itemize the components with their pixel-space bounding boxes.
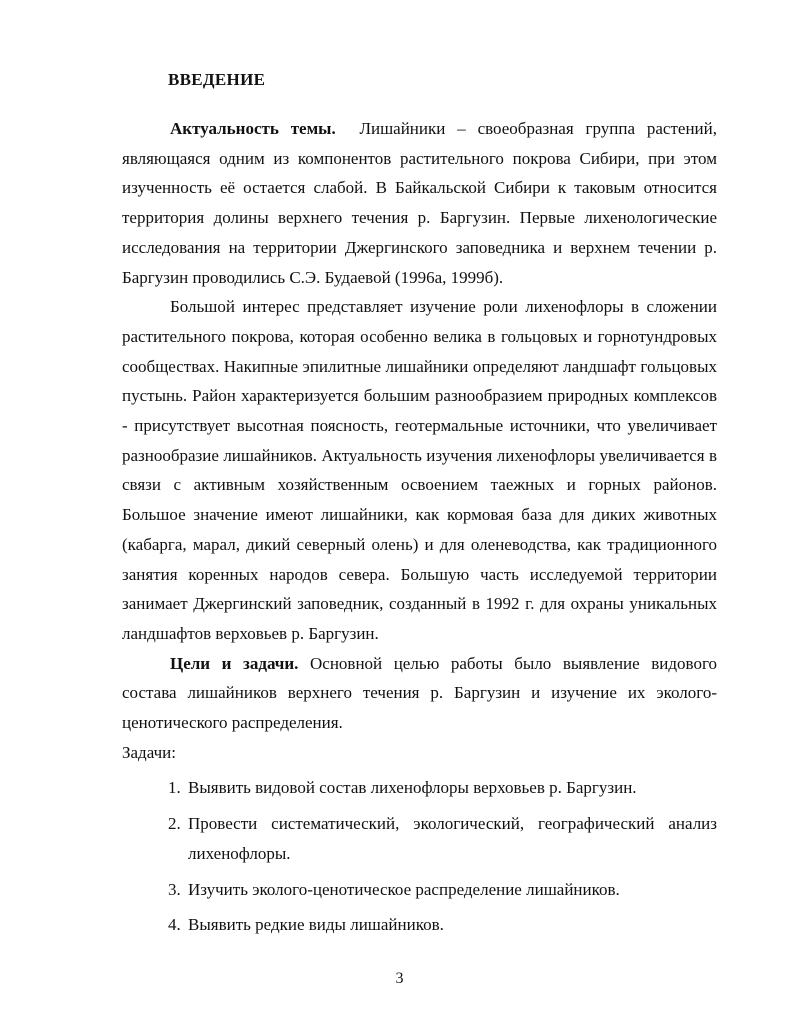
task-number: 2. — [168, 814, 181, 834]
document-body — [122, 114, 717, 940]
task-text: Выявить редкие виды лишайников. — [188, 915, 444, 935]
relevance-lead: Актуальность темы. — [170, 119, 336, 138]
list-item — [122, 773, 717, 803]
relevance-paragraph — [122, 114, 717, 292]
task-text: Изучить эколого-ценотическое распределение лишайников. — [188, 879, 620, 899]
relevance-text: Лишайники – своеобразная группа растений, являющаяся одним из компонентов растительного покрова Сибири, при этом изученность её остается слабой. В Байкальской Сибири к таковым относится территория долины верхнего течения р. Баргузин. Первые лихенологические исследования на территории Джергинского заповедника и верхнем течении р. Баргузин проводились С.Э. Будаевой (1996а, 1999б). — [122, 119, 717, 287]
task-text: Провести систематический, экологический, географический анализ лихенофлоры. — [188, 814, 717, 863]
task-number: 1. — [168, 778, 181, 798]
task-number: 4. — [168, 915, 181, 935]
interest-paragraph: Большой интерес представляет изучение роли лихенофлоры в сложении растительного покрова, которая особенно велика в гольцовых и горнотундровых сообществах. Накипные эпилитные лишайники определяют ландшафт гольцовых пустынь. Район характеризуется большим разнообразием природных комплексов - присутствует высотная поясность, геотермальные источники, что увеличивает разнообразие лишайников. Актуальность изучения лихенофлоры увеличивается в связи с активным хозяйственным освоением таежных и горных районов. Большое значение имеют лишайники, как кормовая база для диких животных (кабарга, марал, дикий северный олень) и для оленеводства, как традиционного занятия коренных народов севера. Большую часть исследуемой территории занимает Джергинский заповедник, созданный в 1992 г. для охраны уникальных ландшафтов верховьев р. Баргузин. — [122, 297, 717, 643]
tasks-label: Задачи: — [122, 742, 176, 762]
list-item — [122, 910, 717, 940]
tasks-list — [122, 773, 717, 940]
list-item — [122, 809, 717, 868]
task-number: 3. — [168, 879, 181, 899]
goals-paragraph — [122, 649, 717, 738]
page-number: 3 — [395, 970, 404, 987]
goals-lead: Цели и задачи. — [170, 653, 299, 673]
list-item — [122, 875, 717, 905]
task-text: Выявить видовой состав лихенофлоры верховьев р. Баргузин. — [188, 778, 637, 798]
goals-text: Основной целью работы было выявление видового состава лишайников верхнего течения р. Баргузин и изучение их эколого-ценотического распределения. — [122, 653, 718, 733]
section-heading: ВВЕДЕНИЕ — [168, 70, 266, 89]
